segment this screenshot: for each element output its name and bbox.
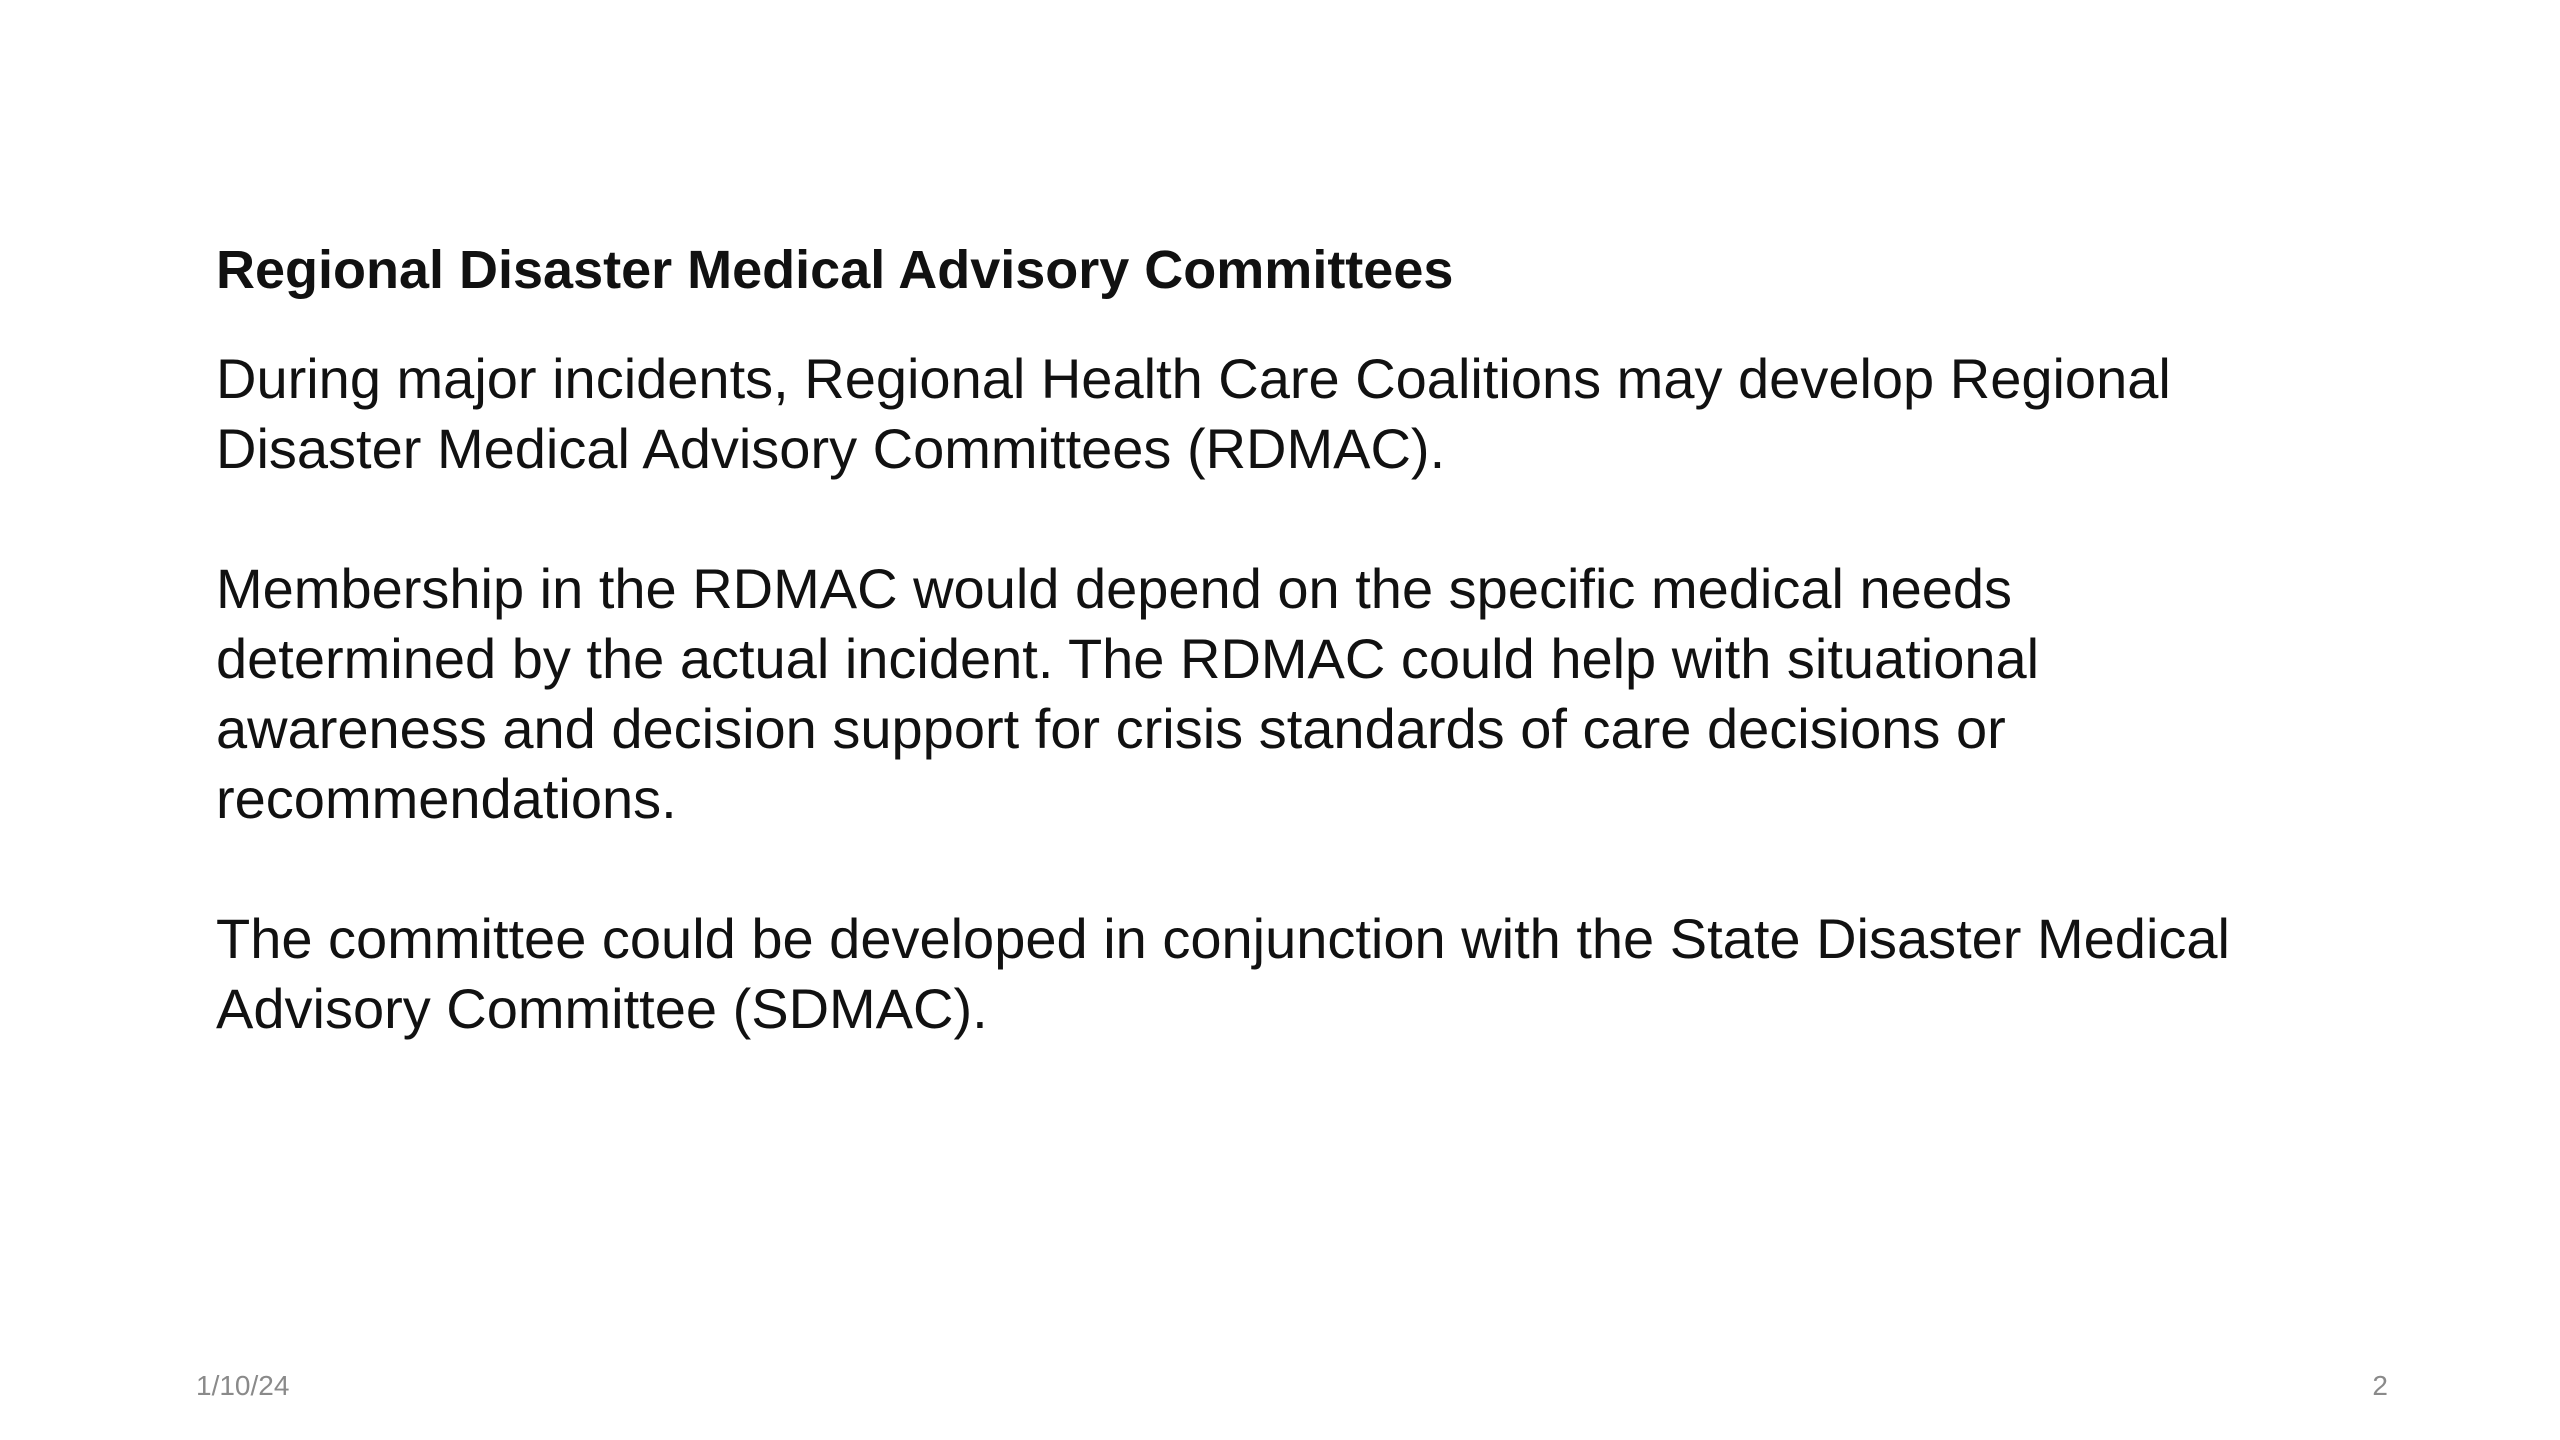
slide-body bbox=[216, 344, 2416, 1114]
paragraph-sdmac: The committee could be developed in conjunction with the State Disaster Medical Advisory Committee (SDMAC). bbox=[216, 907, 2230, 1040]
paragraph-membership: Membership in the RDMAC would depend on the specific medical needs determined by the actual incident. The RDMAC could help with situational awareness and decision support for crisis standards of care decisions or recommendations. bbox=[216, 557, 2040, 830]
slide-heading: Regional Disaster Medical Advisory Committees bbox=[216, 240, 1454, 300]
paragraph-rdmac-intro: During major incidents, Regional Health Care Coalitions may develop Regional Disaster Medical Advisory Committees (RDMAC). bbox=[216, 347, 2171, 480]
footer-date: 1/10/24 bbox=[196, 1370, 290, 1401]
footer-page-number: 2 bbox=[2372, 1370, 2388, 1401]
